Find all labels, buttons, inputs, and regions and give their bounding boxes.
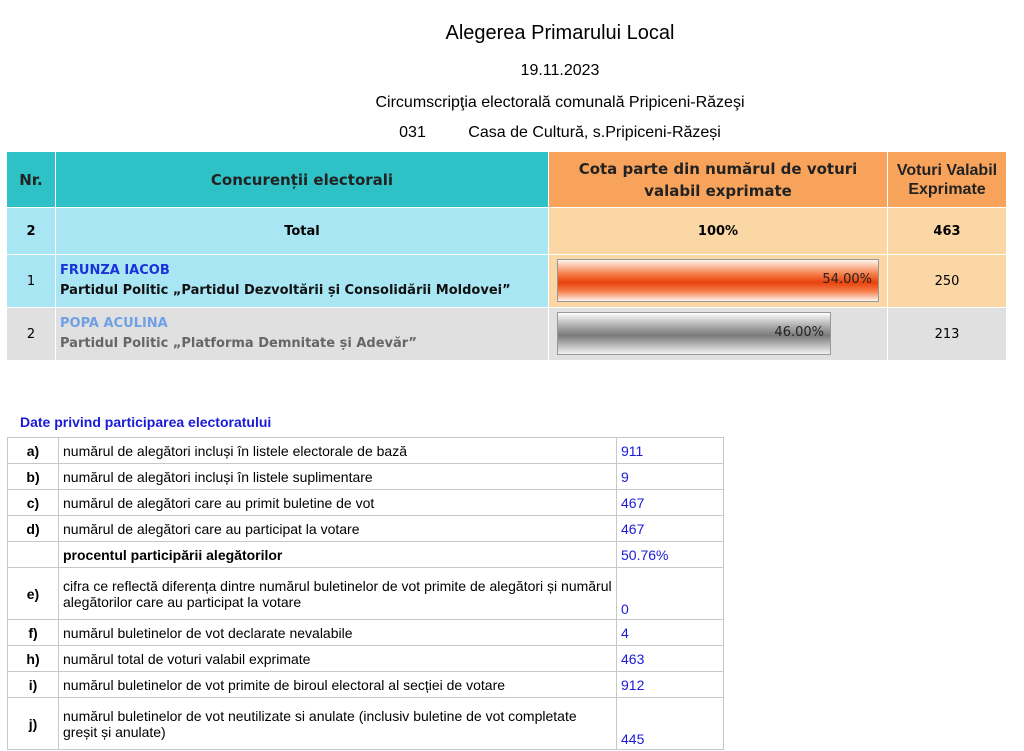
row-key: a)	[8, 438, 59, 464]
candidate-share	[549, 255, 888, 308]
row-label: numărul de alegători incluși în listele electorale de bază	[59, 438, 617, 464]
candidate-name: POPA ACULINA	[60, 316, 168, 331]
candidate-votes: 250	[888, 255, 1007, 308]
row-key	[8, 542, 59, 568]
row-label: numărul buletinelor de vot declarate nevalabile	[59, 620, 617, 646]
row-key: e)	[8, 568, 59, 620]
total-nr: 2	[7, 208, 56, 255]
share-label: 54.00%	[822, 272, 872, 287]
row-key: f)	[8, 620, 59, 646]
row-label: numărul buletinelor de vot neutilizate si anulate (inclusiv buletine de vot completate greșit și anulate)	[59, 698, 617, 750]
row-value: 0	[617, 568, 724, 620]
row-key: b)	[8, 464, 59, 490]
candidate-info	[56, 308, 549, 361]
page-title: Alegerea Primarului Local	[445, 22, 675, 44]
share-bar	[557, 259, 879, 302]
row-key: j)	[8, 698, 59, 750]
row-value: 50.76%	[617, 542, 724, 568]
row-label: procentul participării alegătorilor	[59, 542, 617, 568]
row-label: numărul de alegători care au primit buletine de vot	[59, 490, 617, 516]
total-share: 100%	[549, 208, 888, 255]
header-votes: Voturi Valabil Exprimate	[888, 152, 1007, 208]
row-value: 9	[617, 464, 724, 490]
participation-title: Date privind participarea electoratului	[20, 414, 272, 430]
row-label: numărul de alegători incluși în listele suplimentare	[59, 464, 617, 490]
participation-row	[8, 490, 724, 516]
participation-row	[8, 464, 724, 490]
circumscription-name: Circumscripţia electorală comunală Pripiceni-Răzeşi	[375, 94, 745, 111]
header-share: Cota parte din numărul de voturi valabil exprimate	[549, 152, 888, 208]
row-key: i)	[8, 672, 59, 698]
candidate-row	[7, 308, 1007, 361]
row-key: d)	[8, 516, 59, 542]
participation-row	[8, 672, 724, 698]
candidate-votes: 213	[888, 308, 1007, 361]
row-key: h)	[8, 646, 59, 672]
participation-row	[8, 516, 724, 542]
row-value: 4	[617, 620, 724, 646]
candidate-share	[549, 308, 888, 361]
section-number: 031	[399, 124, 426, 141]
participation-row	[8, 542, 724, 568]
header-competitors: Concurenții electorali	[56, 152, 549, 208]
row-value: 911	[617, 438, 724, 464]
share-bar	[557, 312, 831, 355]
election-date: 19.11.2023	[520, 62, 600, 79]
results-table	[6, 151, 1007, 361]
row-key: c)	[8, 490, 59, 516]
row-value: 467	[617, 490, 724, 516]
results-header-row	[7, 152, 1007, 208]
header-nr: Nr.	[7, 152, 56, 208]
participation-row	[8, 438, 724, 464]
participation-table	[7, 437, 724, 750]
participation-row	[8, 646, 724, 672]
row-label: cifra ce reflectă diferența dintre numărul buletinelor de vot primite de alegători și numărul alegătorilor care au participat la votare	[59, 568, 617, 620]
participation-row	[8, 620, 724, 646]
row-value: 445	[617, 698, 724, 750]
row-value: 467	[617, 516, 724, 542]
participation-row	[8, 698, 724, 750]
row-value: 463	[617, 646, 724, 672]
candidate-name: FRUNZA IACOB	[60, 263, 170, 278]
total-row	[7, 208, 1007, 255]
polling-section	[48, 124, 1024, 142]
total-votes: 463	[888, 208, 1007, 255]
section-name: Casa de Cultură, s.Pripiceni-Răzeși	[468, 124, 721, 141]
candidate-party: Partidul Politic „Partidul Dezvoltării și Consolidării Moldovei”	[60, 283, 511, 298]
candidate-party: Partidul Politic „Platforma Demnitate și Adevăr”	[60, 336, 417, 351]
candidate-nr: 1	[7, 255, 56, 308]
row-value: 912	[617, 672, 724, 698]
row-label: numărul buletinelor de vot primite de biroul electoral al secției de votare	[59, 672, 617, 698]
participation-row	[8, 568, 724, 620]
share-label: 46.00%	[774, 325, 824, 340]
candidate-nr: 2	[7, 308, 56, 361]
candidate-row	[7, 255, 1007, 308]
total-label: Total	[56, 208, 549, 255]
row-label: numărul total de voturi valabil exprimate	[59, 646, 617, 672]
candidate-info	[56, 255, 549, 308]
row-label: numărul de alegători care au participat la votare	[59, 516, 617, 542]
